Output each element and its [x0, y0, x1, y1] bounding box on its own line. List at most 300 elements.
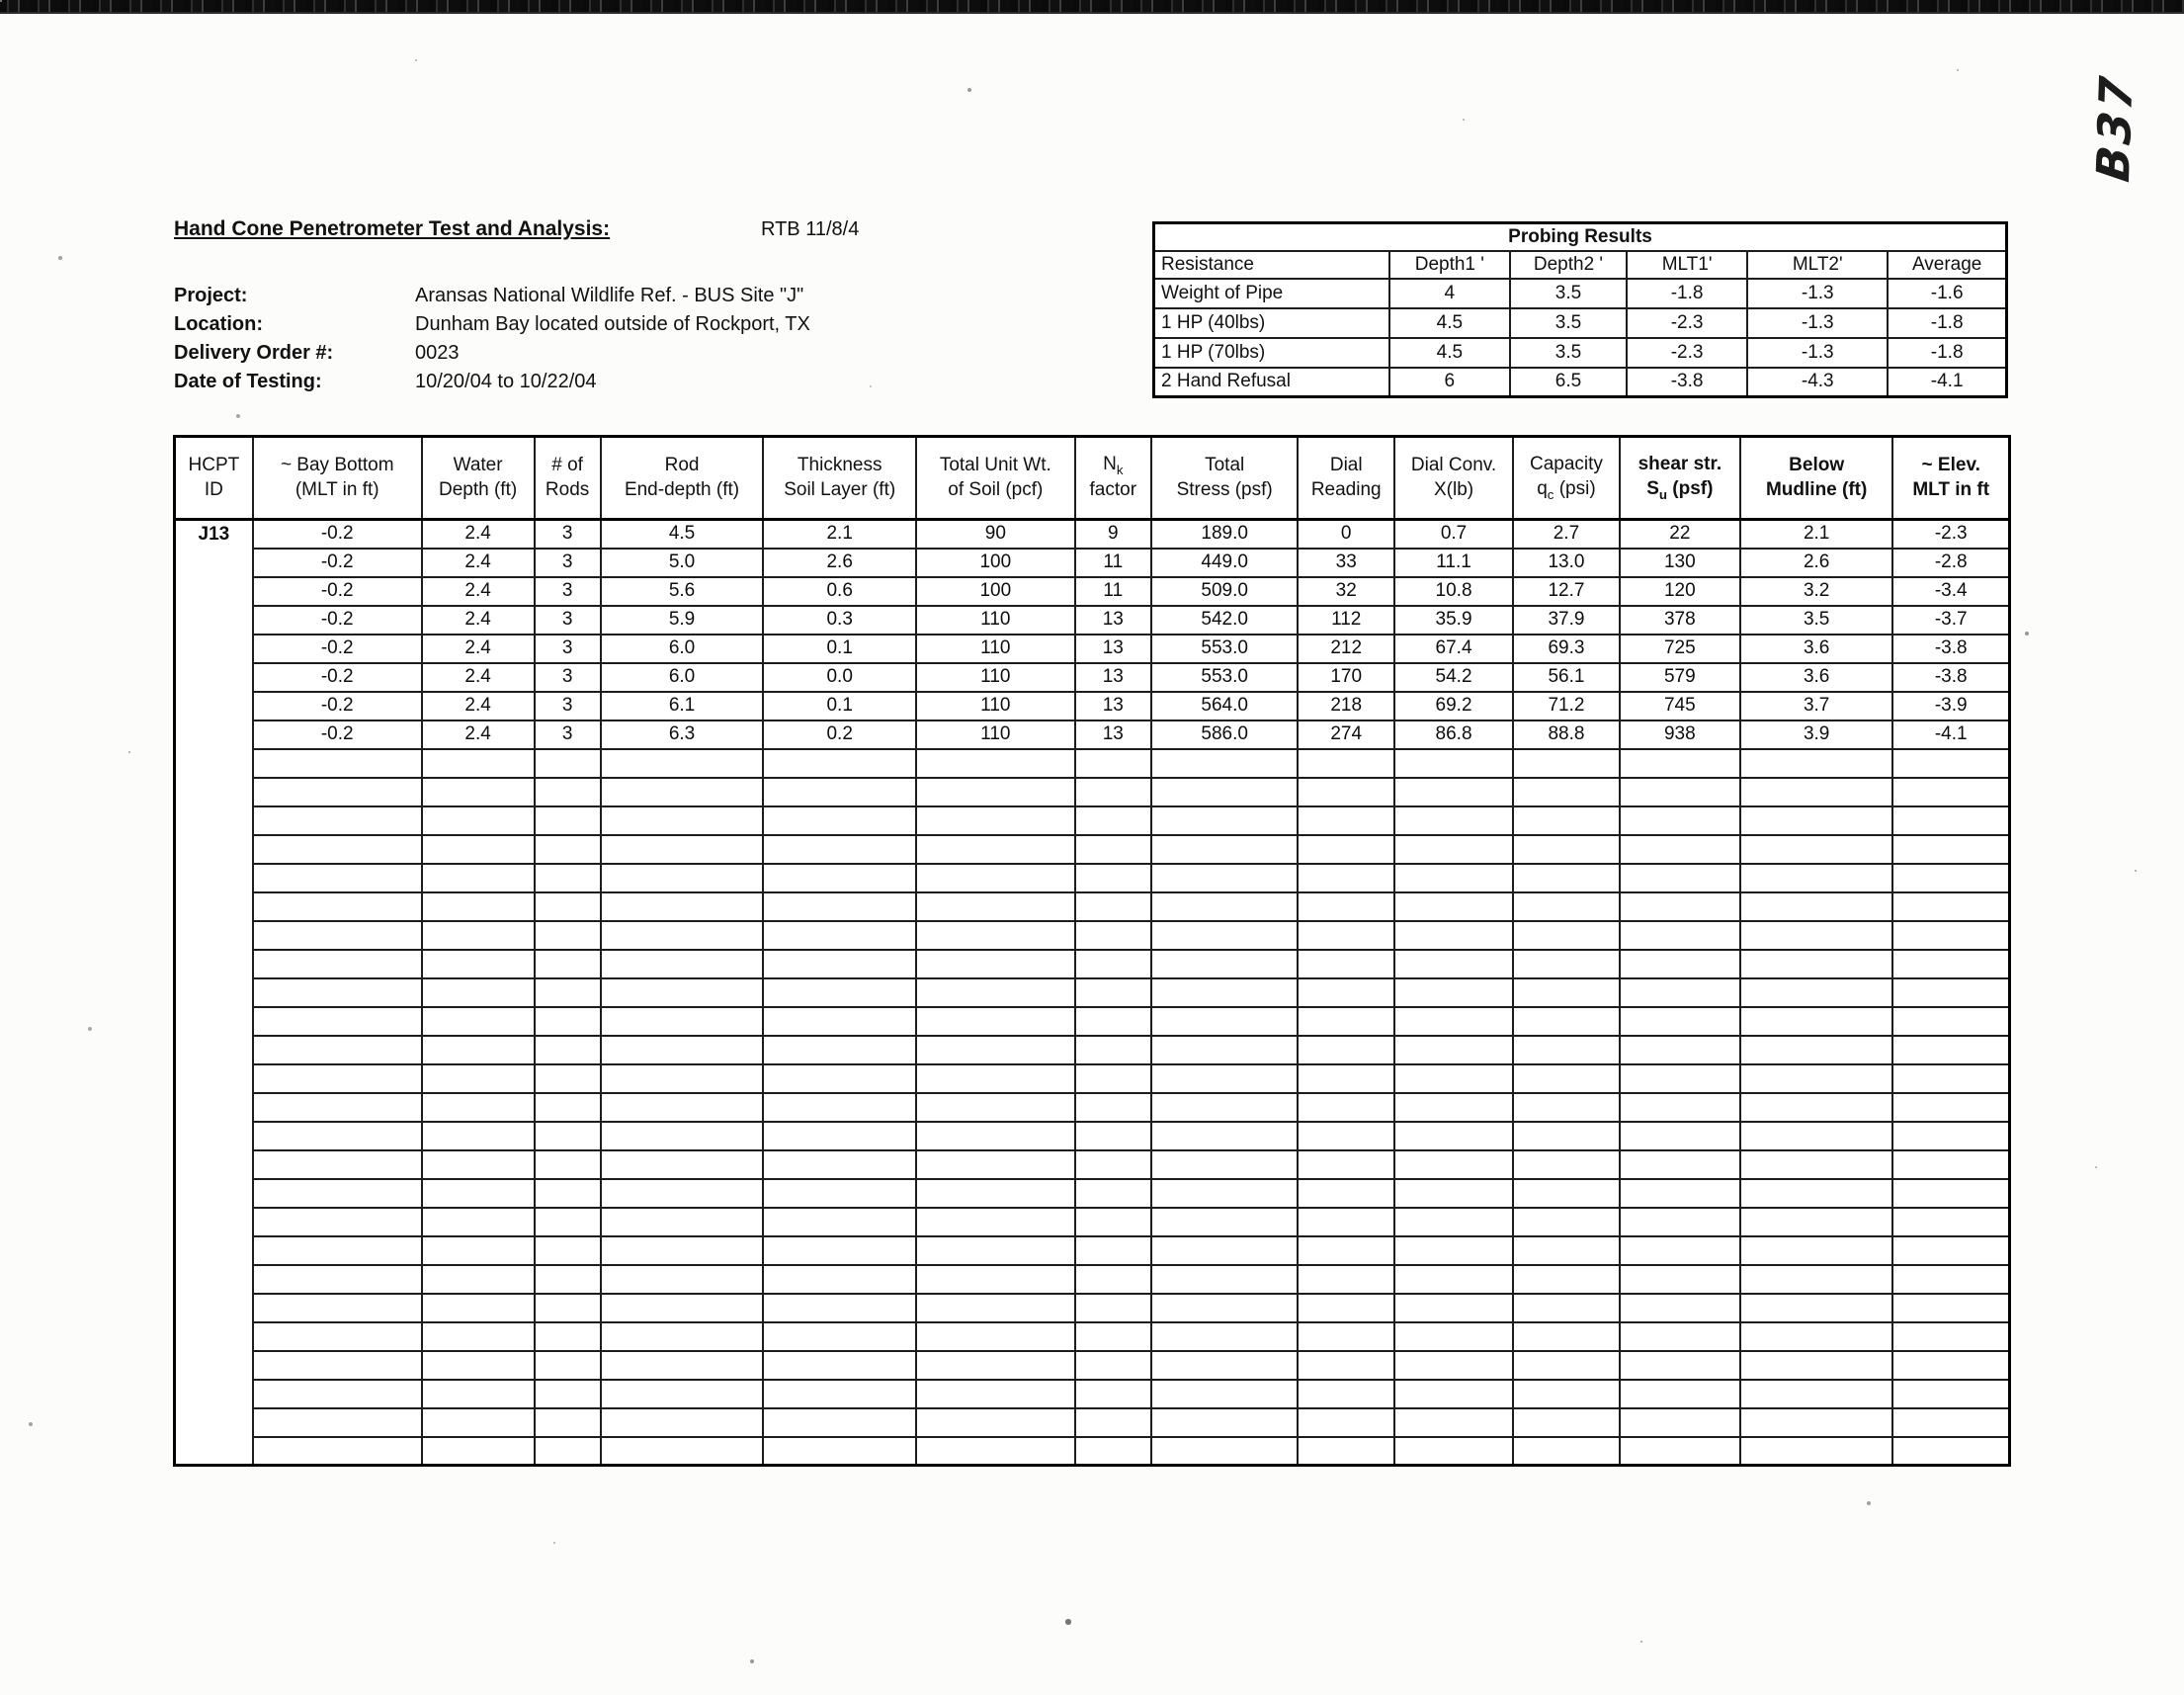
- data-cell: 11: [1075, 549, 1151, 577]
- data-cell: 110: [916, 606, 1075, 635]
- data-cell: -2.8: [1892, 549, 2009, 577]
- empty-cell: [1075, 1265, 1151, 1294]
- empty-cell: [916, 892, 1075, 921]
- empty-cell: [1892, 950, 2009, 978]
- empty-cell: [422, 1322, 535, 1351]
- data-cell: -0.2: [253, 577, 422, 606]
- empty-cell: [1298, 1007, 1394, 1036]
- data-cell: 100: [916, 549, 1075, 577]
- main-column-header: Dial Conv. X(lb): [1394, 437, 1513, 520]
- data-cell: 3.6: [1740, 635, 1893, 663]
- empty-cell: [1620, 835, 1740, 864]
- data-cell: 37.9: [1513, 606, 1620, 635]
- empty-cell: [1740, 1294, 1893, 1322]
- data-cell: 509.0: [1151, 577, 1298, 606]
- empty-cell: [1298, 1294, 1394, 1322]
- empty-cell: [601, 778, 764, 806]
- delivery-order-label: Delivery Order #:: [174, 342, 334, 364]
- empty-cell: [422, 1179, 535, 1208]
- data-cell: 2.4: [422, 520, 535, 549]
- empty-cell: [1075, 835, 1151, 864]
- empty-cell: [1620, 1380, 1740, 1408]
- empty-row: [175, 1208, 2010, 1236]
- empty-cell: [422, 806, 535, 835]
- data-cell: 112: [1298, 606, 1394, 635]
- data-row: [175, 549, 2010, 577]
- data-cell: 212: [1298, 635, 1394, 663]
- empty-cell: [1298, 864, 1394, 892]
- empty-cell: [1740, 749, 1893, 778]
- data-cell: 2.6: [1740, 549, 1893, 577]
- empty-cell: [1740, 1093, 1893, 1122]
- empty-cell: [1298, 1036, 1394, 1064]
- empty-cell: [535, 950, 601, 978]
- data-cell: 0.6: [763, 577, 916, 606]
- empty-cell: [1075, 1150, 1151, 1179]
- empty-cell: [1394, 1437, 1513, 1466]
- empty-cell: [1513, 1265, 1620, 1294]
- empty-row: [175, 1351, 2010, 1380]
- data-cell: 3: [535, 692, 601, 720]
- empty-cell: [1394, 892, 1513, 921]
- empty-cell: [1151, 1122, 1298, 1150]
- empty-cell: [535, 1208, 601, 1236]
- empty-cell: [1075, 1093, 1151, 1122]
- empty-cell: [1075, 749, 1151, 778]
- empty-cell: [1620, 1322, 1740, 1351]
- data-cell: 12.7: [1513, 577, 1620, 606]
- empty-cell: [1892, 1150, 2009, 1179]
- data-cell: 2.7: [1513, 520, 1620, 549]
- empty-cell: [763, 921, 916, 950]
- empty-cell: [1298, 1179, 1394, 1208]
- empty-row: [175, 1093, 2010, 1122]
- data-cell: 32: [1298, 577, 1394, 606]
- empty-cell: [763, 1007, 916, 1036]
- empty-cell: [1075, 950, 1151, 978]
- data-cell: 542.0: [1151, 606, 1298, 635]
- empty-cell: [763, 749, 916, 778]
- empty-cell: [1394, 778, 1513, 806]
- empty-cell: [1075, 1322, 1151, 1351]
- data-cell: 3: [535, 663, 601, 692]
- data-cell: -0.2: [253, 635, 422, 663]
- empty-cell: [1620, 1150, 1740, 1179]
- data-cell: 2.4: [422, 549, 535, 577]
- empty-cell: [1892, 749, 2009, 778]
- empty-row: [175, 1380, 2010, 1408]
- data-cell: -0.2: [253, 663, 422, 692]
- empty-cell: [916, 1179, 1075, 1208]
- empty-cell: [422, 1093, 535, 1122]
- data-cell: 13.0: [1513, 549, 1620, 577]
- empty-cell: [1513, 1208, 1620, 1236]
- empty-cell: [916, 778, 1075, 806]
- empty-cell: [1740, 1064, 1893, 1093]
- data-cell: 0.0: [763, 663, 916, 692]
- data-cell: 56.1: [1513, 663, 1620, 692]
- data-cell: 10.8: [1394, 577, 1513, 606]
- empty-cell: [253, 1208, 422, 1236]
- empty-cell: [422, 1007, 535, 1036]
- empty-cell: [422, 950, 535, 978]
- probing-value-cell: 3.5: [1510, 308, 1627, 338]
- date-of-testing-label: Date of Testing:: [174, 371, 322, 392]
- empty-cell: [601, 1007, 764, 1036]
- empty-cell: [763, 1351, 916, 1380]
- empty-row: [175, 835, 2010, 864]
- probing-value-cell: -2.3: [1627, 308, 1747, 338]
- data-cell: 378: [1620, 606, 1740, 635]
- empty-cell: [601, 1150, 764, 1179]
- empty-cell: [1620, 806, 1740, 835]
- data-cell: 189.0: [1151, 520, 1298, 549]
- empty-cell: [601, 1122, 764, 1150]
- empty-cell: [1620, 1294, 1740, 1322]
- empty-cell: [1151, 1236, 1298, 1265]
- empty-cell: [601, 835, 764, 864]
- data-cell: 274: [1298, 720, 1394, 749]
- empty-cell: [763, 1208, 916, 1236]
- empty-cell: [1075, 1294, 1151, 1322]
- main-column-header: Thickness Soil Layer (ft): [763, 437, 916, 520]
- main-column-header: ~ Elev. MLT in ft: [1892, 437, 2009, 520]
- data-cell: -0.2: [253, 692, 422, 720]
- empty-cell: [422, 1208, 535, 1236]
- empty-row: [175, 1122, 2010, 1150]
- empty-cell: [1394, 1265, 1513, 1294]
- probing-body: [1154, 279, 2007, 397]
- empty-cell: [1620, 1122, 1740, 1150]
- empty-row: [175, 749, 2010, 778]
- empty-cell: [916, 1437, 1075, 1466]
- empty-cell: [1513, 921, 1620, 950]
- empty-cell: [1513, 806, 1620, 835]
- data-cell: 586.0: [1151, 720, 1298, 749]
- data-cell: 553.0: [1151, 663, 1298, 692]
- data-cell: 938: [1620, 720, 1740, 749]
- empty-cell: [1620, 1236, 1740, 1265]
- empty-cell: [763, 978, 916, 1007]
- empty-cell: [1151, 1322, 1298, 1351]
- empty-cell: [1394, 1122, 1513, 1150]
- data-cell: 86.8: [1394, 720, 1513, 749]
- empty-row: [175, 1179, 2010, 1208]
- empty-cell: [1394, 1236, 1513, 1265]
- empty-cell: [1513, 864, 1620, 892]
- empty-cell: [1620, 950, 1740, 978]
- data-cell: 2.1: [1740, 520, 1893, 549]
- empty-cell: [1075, 892, 1151, 921]
- empty-cell: [1394, 1093, 1513, 1122]
- empty-cell: [253, 1265, 422, 1294]
- data-cell: -3.8: [1892, 663, 2009, 692]
- empty-cell: [535, 835, 601, 864]
- empty-cell: [1740, 1322, 1893, 1351]
- empty-cell: [916, 1265, 1075, 1294]
- empty-cell: [1892, 1265, 2009, 1294]
- probing-resistance-label: 1 HP (40lbs): [1154, 308, 1389, 338]
- empty-cell: [1892, 1179, 2009, 1208]
- project-value: Aransas National Wildlife Ref. - BUS Site "J": [415, 285, 804, 306]
- data-cell: 3: [535, 577, 601, 606]
- delivery-order-value: 0023: [415, 342, 460, 364]
- empty-cell: [1513, 892, 1620, 921]
- empty-row: [175, 921, 2010, 950]
- empty-cell: [422, 1236, 535, 1265]
- empty-cell: [1394, 921, 1513, 950]
- empty-cell: [916, 864, 1075, 892]
- empty-cell: [1394, 1150, 1513, 1179]
- empty-cell: [1620, 1351, 1740, 1380]
- empty-cell: [422, 778, 535, 806]
- empty-cell: [1394, 1294, 1513, 1322]
- probing-column-header: MLT1': [1627, 251, 1747, 279]
- empty-cell: [1394, 1380, 1513, 1408]
- empty-cell: [1740, 1179, 1893, 1208]
- empty-cell: [535, 1093, 601, 1122]
- main-column-header: HCPT ID: [175, 437, 253, 520]
- empty-cell: [763, 1150, 916, 1179]
- empty-cell: [916, 1122, 1075, 1150]
- empty-cell: [535, 892, 601, 921]
- empty-cell: [1151, 1007, 1298, 1036]
- empty-cell: [1620, 864, 1740, 892]
- empty-cell: [1298, 1093, 1394, 1122]
- empty-cell: [1298, 1265, 1394, 1294]
- empty-cell: [601, 978, 764, 1007]
- probing-value-cell: 3.5: [1510, 279, 1627, 308]
- empty-cell: [916, 1351, 1075, 1380]
- empty-cell: [422, 749, 535, 778]
- data-cell: 2.4: [422, 577, 535, 606]
- empty-cell: [763, 778, 916, 806]
- empty-cell: [1075, 1064, 1151, 1093]
- project-info-block: [174, 285, 810, 399]
- data-cell: -3.4: [1892, 577, 2009, 606]
- empty-cell: [916, 749, 1075, 778]
- empty-cell: [253, 778, 422, 806]
- empty-cell: [1620, 921, 1740, 950]
- data-cell: 3.6: [1740, 663, 1893, 692]
- empty-cell: [1620, 1036, 1740, 1064]
- probing-results-table: [1152, 221, 2008, 398]
- empty-cell: [1513, 1036, 1620, 1064]
- probing-value-cell: -4.1: [1888, 368, 2006, 397]
- data-cell: -3.7: [1892, 606, 2009, 635]
- empty-cell: [1513, 1179, 1620, 1208]
- empty-cell: [601, 1294, 764, 1322]
- empty-cell: [535, 1408, 601, 1437]
- empty-cell: [1151, 1351, 1298, 1380]
- data-cell: 553.0: [1151, 635, 1298, 663]
- data-cell: 110: [916, 663, 1075, 692]
- empty-cell: [1513, 1007, 1620, 1036]
- data-cell: 11: [1075, 577, 1151, 606]
- empty-cell: [1513, 1064, 1620, 1093]
- empty-cell: [1151, 921, 1298, 950]
- empty-row: [175, 1007, 2010, 1036]
- empty-cell: [1298, 1122, 1394, 1150]
- empty-cell: [1298, 892, 1394, 921]
- data-cell: 2.4: [422, 663, 535, 692]
- empty-cell: [1151, 1265, 1298, 1294]
- empty-cell: [1394, 749, 1513, 778]
- empty-cell: [1513, 1437, 1620, 1466]
- data-cell: -3.8: [1892, 635, 2009, 663]
- empty-cell: [535, 921, 601, 950]
- empty-cell: [601, 1437, 764, 1466]
- empty-cell: [1298, 806, 1394, 835]
- probing-row: [1154, 308, 2007, 338]
- data-cell: 218: [1298, 692, 1394, 720]
- empty-cell: [422, 892, 535, 921]
- main-column-header: Total Unit Wt. of Soil (pcf): [916, 437, 1075, 520]
- empty-cell: [916, 1064, 1075, 1093]
- empty-cell: [601, 1064, 764, 1093]
- empty-cell: [601, 950, 764, 978]
- empty-cell: [535, 1036, 601, 1064]
- empty-cell: [253, 1351, 422, 1380]
- empty-cell: [1513, 1122, 1620, 1150]
- empty-cell: [422, 1294, 535, 1322]
- empty-cell: [1892, 1208, 2009, 1236]
- empty-cell: [1892, 1036, 2009, 1064]
- date-of-testing-value: 10/20/04 to 10/22/04: [415, 371, 597, 392]
- empty-cell: [1513, 1294, 1620, 1322]
- main-column-header: shear str. $S_u$ (psf): [1620, 437, 1740, 520]
- data-cell: 449.0: [1151, 549, 1298, 577]
- empty-cell: [1892, 1007, 2009, 1036]
- empty-cell: [1892, 892, 2009, 921]
- empty-row: [175, 778, 2010, 806]
- document-title: Hand Cone Penetrometer Test and Analysis:: [174, 217, 611, 240]
- project-label: Project:: [174, 285, 248, 306]
- probing-column-header: Depth2 ': [1510, 251, 1627, 279]
- data-cell: 0.2: [763, 720, 916, 749]
- empty-cell: [601, 749, 764, 778]
- empty-cell: [422, 1265, 535, 1294]
- empty-cell: [422, 1351, 535, 1380]
- empty-cell: [1892, 978, 2009, 1007]
- empty-cell: [763, 892, 916, 921]
- empty-cell: [1740, 1007, 1893, 1036]
- empty-cell: [535, 1064, 601, 1093]
- empty-cell: [1298, 1064, 1394, 1093]
- data-cell: 90: [916, 520, 1075, 549]
- empty-cell: [1513, 1351, 1620, 1380]
- empty-cell: [253, 1380, 422, 1408]
- empty-cell: [422, 1150, 535, 1179]
- empty-cell: [1298, 1408, 1394, 1437]
- empty-cell: [535, 1437, 601, 1466]
- data-row: [175, 520, 2010, 549]
- empty-cell: [253, 1408, 422, 1437]
- data-cell: 6.3: [601, 720, 764, 749]
- empty-cell: [1620, 978, 1740, 1007]
- empty-cell: [1513, 749, 1620, 778]
- empty-cell: [1513, 950, 1620, 978]
- empty-cell: [1298, 950, 1394, 978]
- empty-cell: [1151, 1408, 1298, 1437]
- empty-cell: [1620, 1093, 1740, 1122]
- empty-cell: [1740, 864, 1893, 892]
- handwritten-page-mark: B37: [2086, 70, 2143, 186]
- probing-header-row: [1154, 251, 2007, 279]
- probing-value-cell: 4.5: [1389, 308, 1510, 338]
- info-row-delivery-order: [174, 342, 810, 371]
- empty-cell: [763, 864, 916, 892]
- empty-cell: [1151, 892, 1298, 921]
- probing-row: [1154, 368, 2007, 397]
- data-cell: 35.9: [1394, 606, 1513, 635]
- empty-cell: [1740, 1265, 1893, 1294]
- main-column-header: ~ Bay Bottom (MLT in ft): [253, 437, 422, 520]
- empty-cell: [916, 1007, 1075, 1036]
- data-cell: -3.9: [1892, 692, 2009, 720]
- data-cell: 745: [1620, 692, 1740, 720]
- empty-cell: [253, 1437, 422, 1466]
- empty-cell: [1892, 864, 2009, 892]
- empty-cell: [1075, 1179, 1151, 1208]
- empty-row: [175, 1036, 2010, 1064]
- data-cell: 5.6: [601, 577, 764, 606]
- empty-cell: [763, 1408, 916, 1437]
- empty-cell: [763, 1236, 916, 1265]
- data-cell: 3.7: [1740, 692, 1893, 720]
- main-column-header: Capacity $q_c$ (psi): [1513, 437, 1620, 520]
- data-cell: 54.2: [1394, 663, 1513, 692]
- data-cell: 13: [1075, 720, 1151, 749]
- empty-cell: [1394, 1064, 1513, 1093]
- empty-cell: [1620, 1064, 1740, 1093]
- data-cell: 69.3: [1513, 635, 1620, 663]
- empty-cell: [1151, 1380, 1298, 1408]
- data-cell: 2.6: [763, 549, 916, 577]
- empty-cell: [601, 892, 764, 921]
- probing-value-cell: -1.8: [1888, 308, 2006, 338]
- empty-cell: [1892, 1122, 2009, 1150]
- data-cell: 0.1: [763, 692, 916, 720]
- empty-cell: [1151, 1179, 1298, 1208]
- info-row-date-of-testing: [174, 371, 810, 399]
- empty-cell: [763, 1265, 916, 1294]
- data-cell: 579: [1620, 663, 1740, 692]
- data-cell: 0.1: [763, 635, 916, 663]
- data-cell: 0.3: [763, 606, 916, 635]
- empty-cell: [601, 1093, 764, 1122]
- empty-cell: [1620, 892, 1740, 921]
- probing-column-header: Average: [1888, 251, 2006, 279]
- empty-cell: [916, 1408, 1075, 1437]
- empty-cell: [1394, 1322, 1513, 1351]
- empty-cell: [1620, 1007, 1740, 1036]
- empty-cell: [763, 1122, 916, 1150]
- empty-cell: [1298, 1150, 1394, 1179]
- empty-cell: [601, 921, 764, 950]
- empty-cell: [916, 835, 1075, 864]
- empty-cell: [535, 1265, 601, 1294]
- data-cell: 13: [1075, 635, 1151, 663]
- empty-cell: [1151, 1437, 1298, 1466]
- empty-row: [175, 1437, 2010, 1466]
- empty-cell: [253, 921, 422, 950]
- empty-cell: [1298, 1351, 1394, 1380]
- empty-cell: [1740, 778, 1893, 806]
- empty-cell: [1740, 1122, 1893, 1150]
- empty-cell: [916, 1380, 1075, 1408]
- empty-cell: [253, 749, 422, 778]
